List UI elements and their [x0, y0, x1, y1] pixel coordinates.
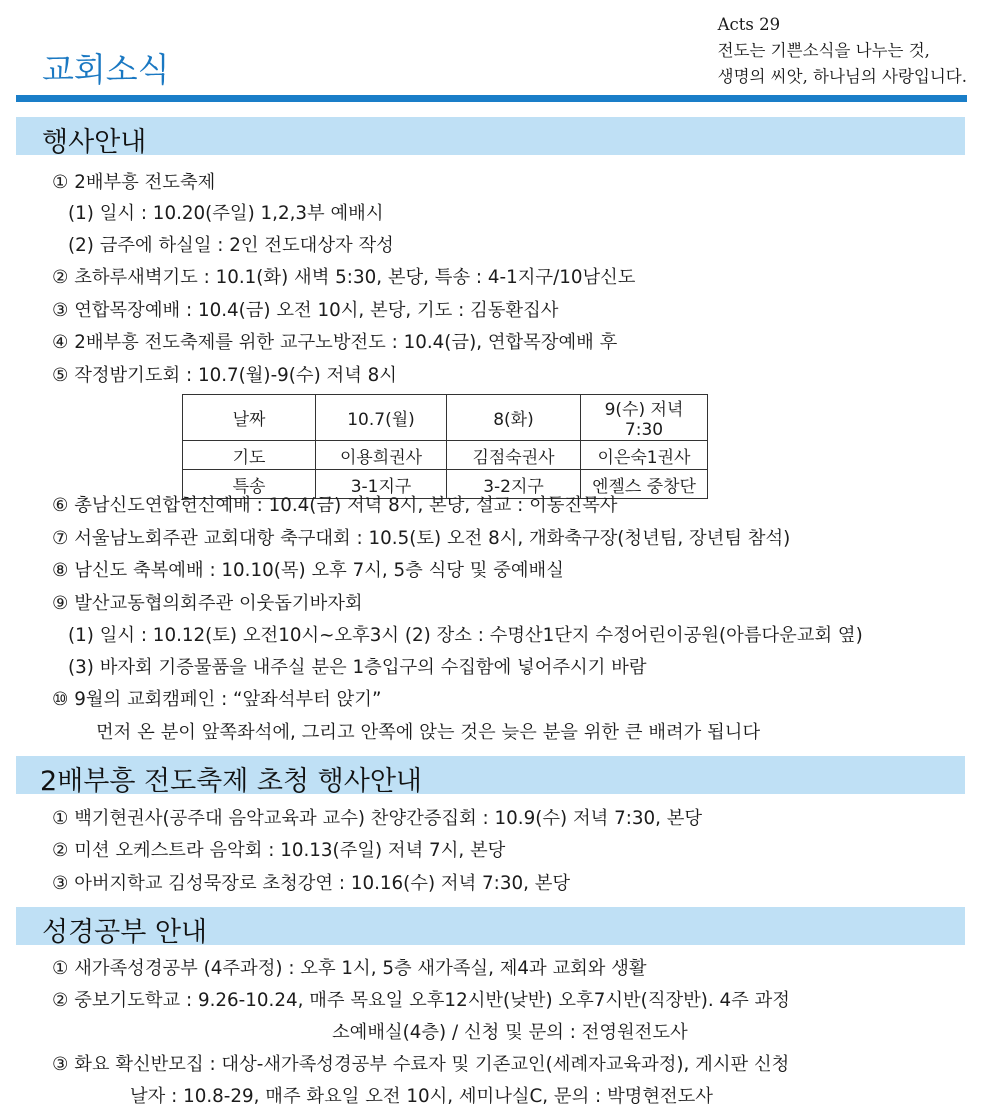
event-item: ⑥ 총남신도연합헌신예배 : 10.4(금) 저녁 8시, 본당, 설교 : 이동진목사 [52, 495, 618, 516]
section-title-bible-study: 성경공부 안내 [42, 917, 208, 948]
table-cell: 기도 [183, 441, 316, 470]
motto-line: 생명의 씨앗, 하나님의 사랑입니다. [717, 67, 967, 86]
table-cell: 8(화) [447, 395, 581, 441]
event-item: ① 2배부흥 전도축제 [52, 172, 216, 193]
table-cell: 특송 [183, 470, 316, 499]
festival-item: ② 미션 오케스트라 음악회 : 10.13(주일) 저녁 7시, 본당 [52, 840, 506, 861]
bible-study-subitem: 소예배실(4층) / 신청 및 문의 : 전영원전도사 [332, 1022, 688, 1043]
motto-line: 전도는 기쁜소식을 나누는 것, [717, 41, 930, 60]
bible-study-subitem: 날자 : 10.8-29, 매주 화요일 오전 10시, 세미나실C, 문의 : 박명현전도사 [130, 1086, 713, 1107]
table-row [183, 441, 708, 470]
section-bar-bible-study [16, 907, 965, 948]
event-item: ② 초하루새벽기도 : 10.1(화) 새벽 5:30, 본당, 특송 : 4-1지구/10남신도 [52, 267, 636, 288]
event-subitem: (1) 일시 : 10.20(주일) 1,2,3부 예배시 [68, 203, 384, 224]
table-cell: 3-2지구 [447, 470, 581, 499]
festival-item: ③ 아버지학교 김성묵장로 초청강연 : 10.16(수) 저녁 7:30, 본당 [52, 873, 571, 894]
motto-block [718, 12, 967, 90]
bible-study-item: ② 중보기도학교 : 9.26-10.24, 매주 목요일 오후12시반(낮반) 오후7시반(직장반). 4주 과정 [52, 990, 790, 1011]
event-item: ③ 연합목장예배 : 10.4(금) 오전 10시, 본당, 기도 : 김동환집사 [52, 300, 559, 321]
prayer-schedule-table [182, 394, 708, 499]
table-cell: 날짜 [183, 395, 316, 441]
event-subitem: (2) 금주에 하실일 : 2인 전도대상자 작성 [68, 235, 394, 256]
event-item: ⑨ 발산교동협의회주관 이웃돕기바자회 [52, 593, 363, 614]
page-title: 교회소식 [42, 50, 170, 89]
event-subitem: 먼저 온 분이 앞쪽좌석에, 그리고 안쪽에 앉는 것은 늦은 분을 위한 큰 배려가 됩니다 [96, 722, 761, 743]
event-subitem: (3) 바자회 기증물품을 내주실 분은 1층입구의 수집함에 넣어주시기 바람 [68, 657, 647, 678]
festival-item: ① 백기현권사(공주대 음악교육과 교수) 찬양간증집회 : 10.9(수) 저녁 7:30, 본당 [52, 808, 703, 829]
table-cell: 엔젤스 중창단 [581, 470, 708, 499]
section-bar-festival [16, 756, 965, 797]
table-cell: 김점숙권사 [447, 441, 581, 470]
event-subitem: (1) 일시 : 10.12(토) 오전10시~오후3시 (2) 장소 : 수명산1단지 수정어린이공원(아름다운교회 옆) [68, 625, 863, 646]
event-item: ⑧ 남신도 축복예배 : 10.10(목) 오후 7시, 5층 식당 및 중예배실 [52, 560, 564, 581]
section-bar-events [16, 117, 965, 158]
table-cell: 3-1지구 [316, 470, 447, 499]
section-title-festival: 2배부흥 전도축제 초청 행사안내 [40, 766, 422, 797]
table-cell: 9(수) 저녁 7:30 [581, 395, 708, 441]
event-item: ⑤ 작정밤기도회 : 10.7(월)-9(수) 저녁 8시 [52, 365, 397, 386]
bible-study-item: ③ 화요 확신반모집 : 대상-새가족성경공부 수료자 및 기존교인(세례자교육과정), 게시판 신청 [52, 1054, 790, 1075]
event-item: ④ 2배부흥 전도축제를 위한 교구노방전도 : 10.4(금), 연합목장예배 후 [52, 332, 618, 353]
table-cell: 이은숙1권사 [581, 441, 708, 470]
bible-study-item: ① 새가족성경공부 (4주과정) : 오후 1시, 5층 새가족실, 제4과 교회와 생활 [52, 958, 647, 979]
table-row [183, 395, 708, 441]
motto-line: Acts 29 [717, 15, 781, 34]
event-item: ⑦ 서울남노회주관 교회대항 축구대회 : 10.5(토) 오전 8시, 개화축구장(청년팀, 장년팀 참석) [52, 528, 791, 549]
section-title-events: 행사안내 [42, 127, 147, 158]
table-cell: 이용희권사 [316, 441, 447, 470]
table-cell: 10.7(월) [316, 395, 447, 441]
event-item: ⑩ 9월의 교회캠페인 : “앞좌석부터 앉기” [52, 689, 382, 710]
header-divider [16, 95, 967, 102]
